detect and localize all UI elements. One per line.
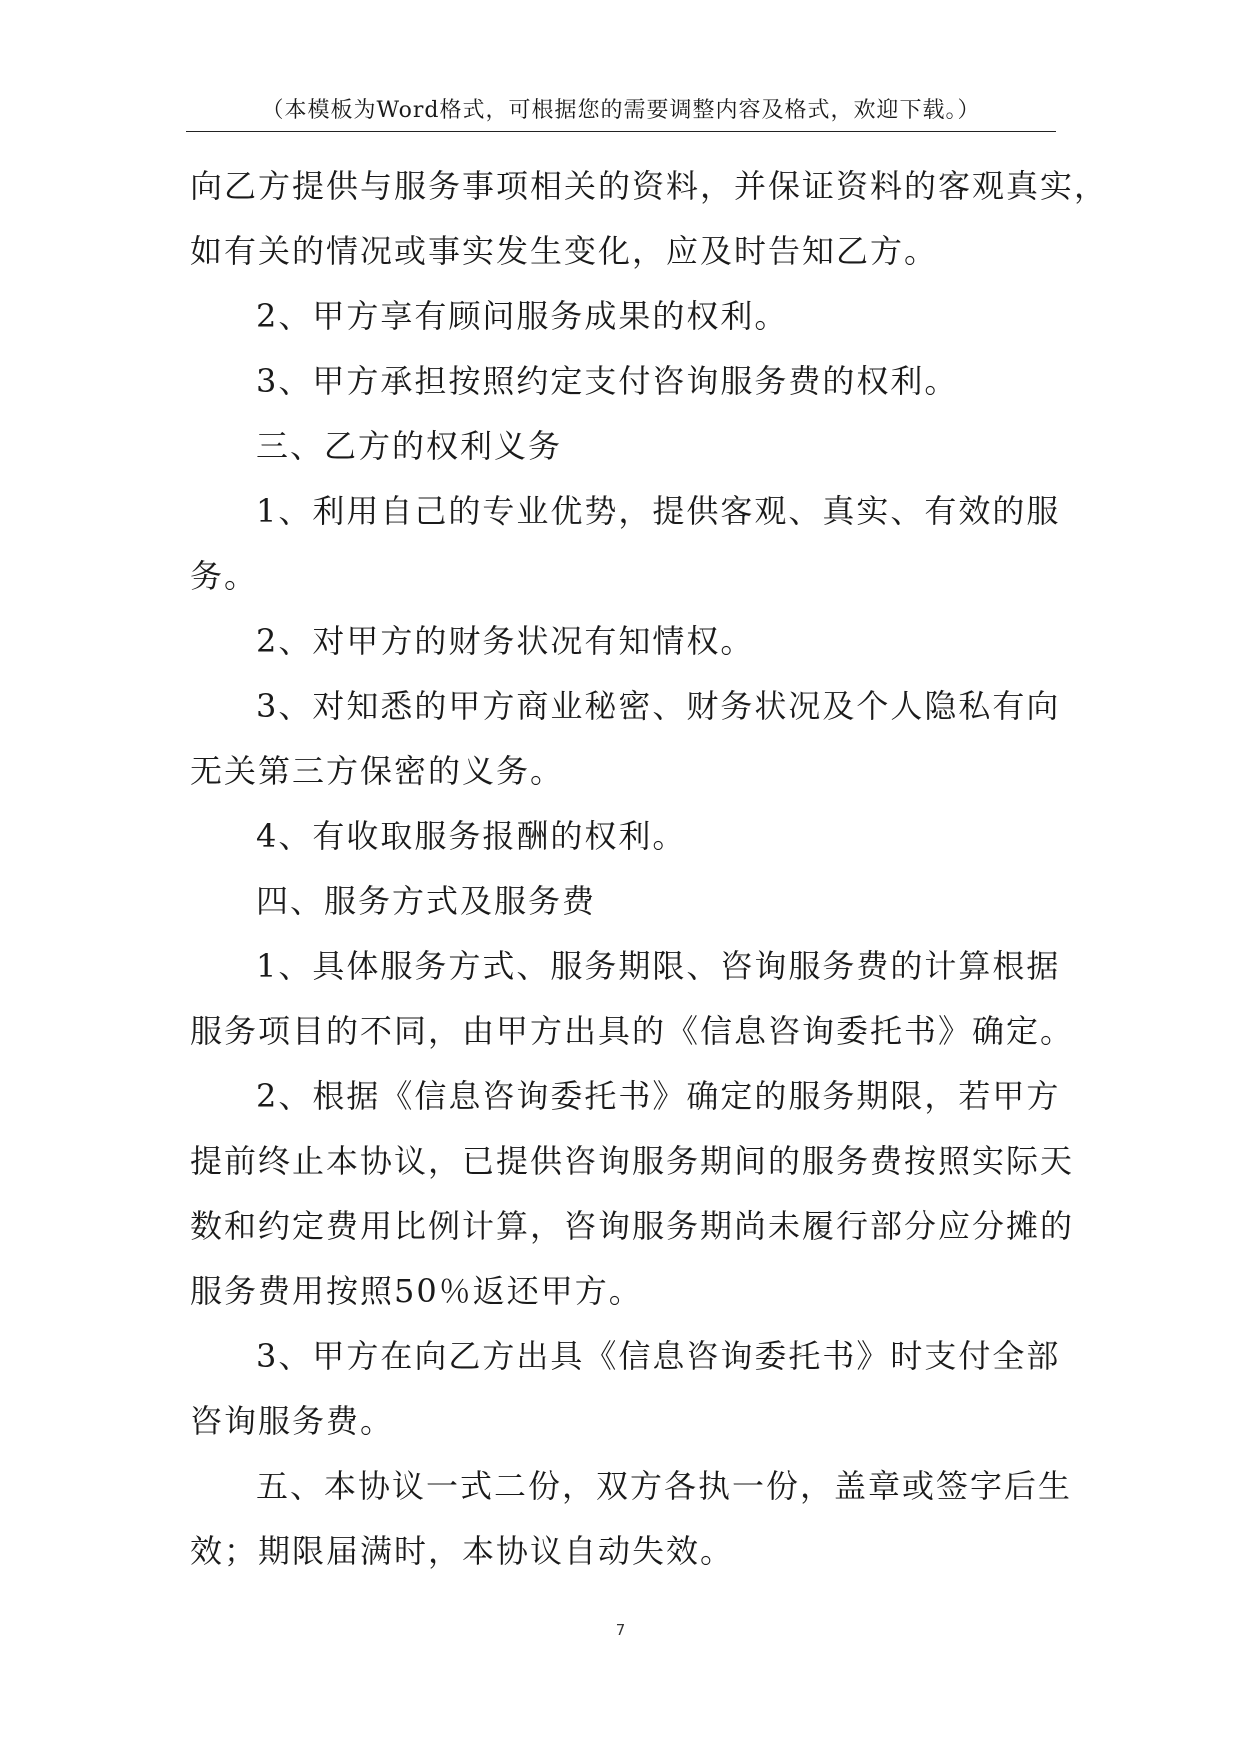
header-note: （本模板为Word格式，可根据您的需要调整内容及格式，欢迎下载。） xyxy=(261,98,981,123)
section-heading: 四、服务方式及服务费 xyxy=(256,882,597,920)
paragraph-line: 2、根据《信息咨询委托书》确定的服务期限，若甲方 xyxy=(256,1077,1061,1115)
paragraph-line: 如有关的情况或事实发生变化，应及时告知乙方。 xyxy=(190,232,939,270)
paragraph-line: 4、有收取服务报酬的权利。 xyxy=(256,817,687,855)
paragraph-line: 3、甲方承担按照约定支付咨询服务费的权利。 xyxy=(256,362,959,400)
paragraph-line: 无关第三方保密的义务。 xyxy=(190,752,565,790)
section-heading: 五、本协议一式二份，双方各执一份，盖章或签字后生 xyxy=(256,1467,1073,1505)
paragraph-line: 服务费用按照50％返还甲方。 xyxy=(190,1272,643,1310)
paragraph-line: 务。 xyxy=(190,557,259,595)
paragraph-line: 效；期限届满时，本协议自动失效。 xyxy=(190,1532,735,1570)
paragraph-line: 3、对知悉的甲方商业秘密、财务状况及个人隐私有向 xyxy=(256,687,1061,725)
paragraph-line: 数和约定费用比例计算，咨询服务期尚未履行部分应分摊的 xyxy=(190,1207,1075,1245)
paragraph-line: 提前终止本协议，已提供咨询服务期间的服务费按照实际天 xyxy=(190,1142,1075,1180)
paragraph-line: 1、具体服务方式、服务期限、咨询服务费的计算根据 xyxy=(256,947,1061,985)
paragraph-line: 1、利用自己的专业优势，提供客观、真实、有效的服 xyxy=(256,492,1061,530)
paragraph-line: 2、对甲方的财务状况有知情权。 xyxy=(256,622,755,660)
paragraph-line: 服务项目的不同，由甲方出具的《信息咨询委托书》确定。 xyxy=(190,1012,1075,1050)
page-number: 7 xyxy=(615,1621,626,1639)
page-header xyxy=(186,92,1056,132)
section-heading: 三、乙方的权利义务 xyxy=(256,427,563,465)
paragraph-line: 2、甲方享有顾问服务成果的权利。 xyxy=(256,297,789,335)
paragraph-line: 3、甲方在向乙方出具《信息咨询委托书》时支付全部 xyxy=(256,1337,1061,1375)
paragraph-line: 向乙方提供与服务事项相关的资料，并保证资料的客观真实， xyxy=(190,167,1109,205)
paragraph-line: 咨询服务费。 xyxy=(190,1402,395,1440)
document-body xyxy=(190,154,1109,1584)
